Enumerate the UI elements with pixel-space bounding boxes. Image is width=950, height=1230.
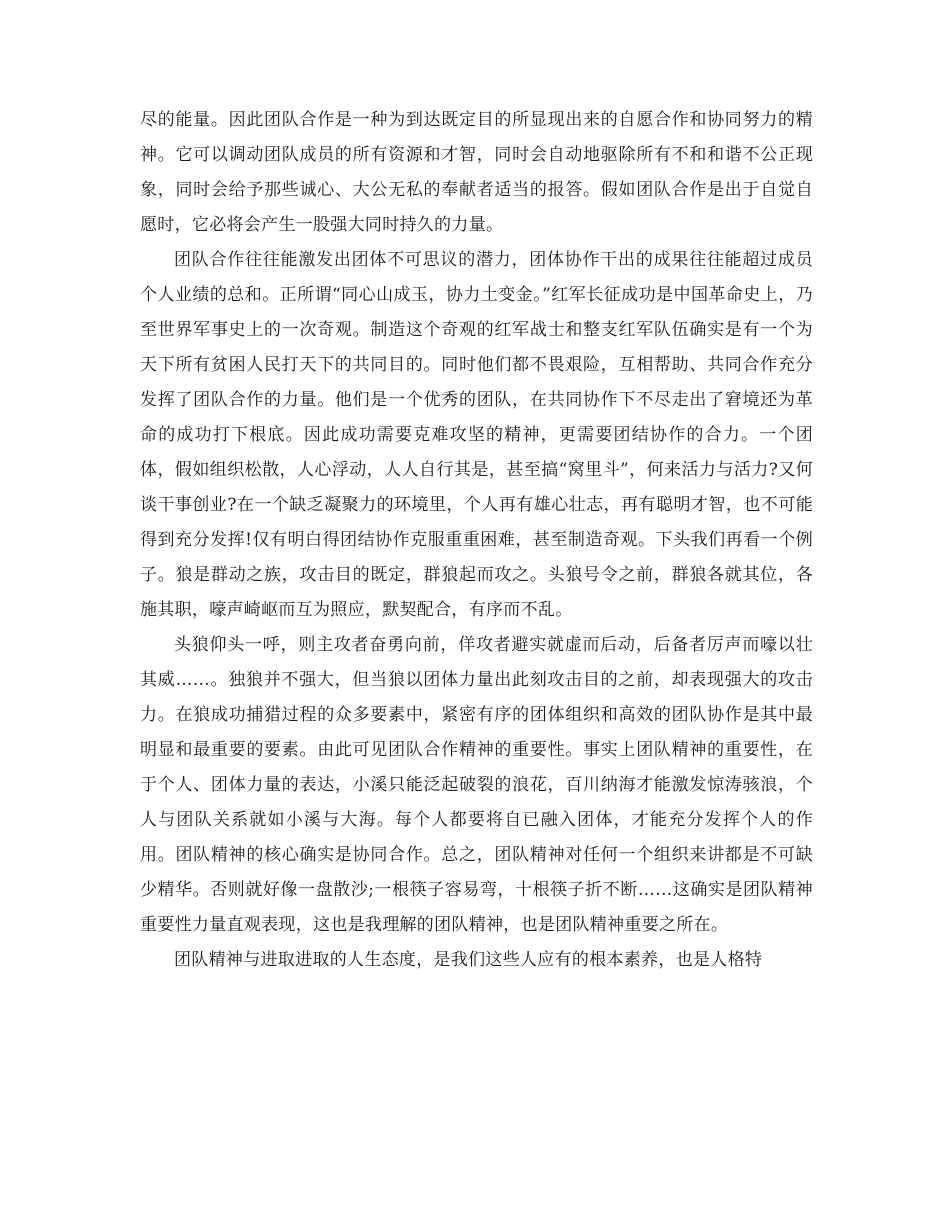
paragraph: 团队精神与进取进取的人生态度，是我们这些人应有的根本素养，也是人格特 <box>174 950 763 970</box>
paragraph: 尽的能量。因此团队合作是一种为到达既定目的所显现出来的自愿合作和协同努力的精神。它可以调动团队成员的所有资源和才智，同时会自动地驱除所有不和和谐不公正现象，同时会给予那些诚心、大公无私的奉献者适当的报答。假如团队合作是出于自觉自愿时，它必将会产生一股强大同时持久的力量。 <box>140 110 813 235</box>
document-body <box>140 103 813 978</box>
paragraph: 团队合作往往能激发出团体不可思议的潜力，团体协作干出的成果往往能超过成员个人业绩的总和。正所谓“同心山成玉，协力土变金。”红军长征成功是中国革命史上，乃至世界军事史上的一次奇观。制造这个奇观的红军战士和整支红军队伍确实是有一个为天下所有贫困人民打天下的共同目的。同时他们都不畏艰险，互相帮助、共同合作充分发挥了团队合作的力量。他们是一个优秀的团队，在共同协作下不尽走出了窘境还为革命的成功打下根底。因此成功需要克难攻坚的精神，更需要团结协作的合力。一个团体，假如组织松散，人心浮动，人人自行其是，甚至搞“窝里斗”，何来活力与活力?又何谈干事创业?在一个缺乏凝聚力的环境里，个人再有雄心壮志，再有聪明才智，也不可能得到充分发挥!仅有明白得团结协作克服重重困难，甚至制造奇观。下头我们再看一个例子。狼是群动之族，攻击目的既定，群狼起而攻之。头狼号令之前，群狼各就其位，各施其职，嚎声崎岖而互为照应，默契配合，有序而不乱。 <box>140 250 813 620</box>
paragraph: 头狼仰头一呼，则主攻者奋勇向前，佯攻者避实就虚而后动，后备者厉声而嚎以壮其威……。独狼并不强大，但当狼以团体力量出此刻攻击目的之前，却表现强大的攻击力。在狼成功捕猎过程的众多要素中，紧密有序的团体组织和高效的团队协作是其中最明显和最重要的要素。由此可见团队合作精神的重要性。事实上团队精神的重要性，在于个人、团体力量的表达，小溪只能泛起破裂的浪花，百川纳海才能激发惊涛骇浪，个人与团队关系就如小溪与大海。每个人都要将自已融入团体，才能充分发挥个人的作用。团队精神的核心确实是协同合作。总之，团队精神对任何一个组织来讲都是不可缺少精华。否则就好像一盘散沙;一根筷子容易弯，十根筷子折不断……这确实是团队精神重要性力量直观表现，这也是我理解的团队精神，也是团队精神重要之所在。 <box>140 635 813 935</box>
